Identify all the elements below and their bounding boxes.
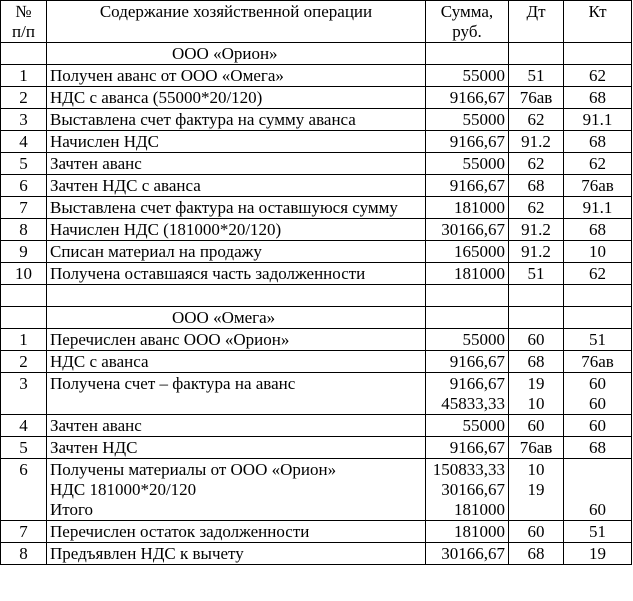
debit-cell (509, 241, 564, 263)
header-num-line: № (15, 2, 32, 21)
credit-cell-line (567, 460, 628, 480)
debit-cell-line: 51 (527, 66, 545, 85)
table-row (1, 263, 632, 285)
credit-cell-line: 91.1 (582, 110, 613, 129)
operation-content: Предъявлен НДС к вычету (47, 543, 426, 565)
operation-content: Списан материал на продажу (47, 241, 426, 263)
row-number: 2 (1, 87, 47, 109)
row-number: 3 (1, 109, 47, 131)
credit-cell (564, 87, 632, 109)
operation-content-line: Итого (50, 500, 94, 519)
row-number: 4 (1, 415, 47, 437)
credit-cell (564, 329, 632, 351)
table-row (1, 87, 632, 109)
debit-cell-line: 62 (527, 110, 545, 129)
table-row (1, 131, 632, 153)
debit-cell-line: 10 (527, 394, 545, 413)
debit-cell (509, 437, 564, 459)
amount-cell (426, 329, 509, 351)
amount-cell-line: 45833,33 (441, 394, 505, 413)
credit-cell-line: 60 (589, 416, 606, 435)
table-row (1, 109, 632, 131)
debit-cell-line: 19 (527, 374, 545, 393)
credit-cell-line: 91.1 (582, 198, 613, 217)
table-row (1, 437, 632, 459)
amount-cell-line: 9166,67 (449, 374, 505, 393)
amount-cell-line: 181000 (454, 264, 505, 283)
operation-content: Получен аванс от ООО «Омега» (47, 65, 426, 87)
credit-cell (564, 437, 632, 459)
debit-cell (509, 459, 564, 521)
amount-cell-line: 150833,33 (432, 460, 505, 479)
credit-cell-line (567, 480, 628, 500)
section-title: ООО «Орион» (47, 43, 426, 65)
credit-cell-line: 51 (589, 330, 606, 349)
amount-cell (426, 65, 509, 87)
amount-cell (426, 459, 509, 521)
empty-cell (1, 43, 47, 65)
debit-cell (509, 109, 564, 131)
amount-cell (426, 437, 509, 459)
operation-content: Выставлена счет фактура на оставшуюся сумму (47, 197, 426, 219)
credit-cell (564, 415, 632, 437)
section-title-row (1, 307, 632, 329)
row-number: 8 (1, 543, 47, 565)
amount-cell-line: 55000 (462, 110, 505, 129)
credit-cell (564, 197, 632, 219)
debit-cell-line: 68 (527, 352, 545, 371)
row-number: 10 (1, 263, 47, 285)
operation-content: НДС с аванса (47, 351, 426, 373)
credit-cell (564, 153, 632, 175)
amount-cell (426, 197, 509, 219)
credit-cell-line: 68 (589, 438, 606, 457)
amount-cell (426, 351, 509, 373)
amount-cell (426, 373, 509, 415)
credit-cell-line: 68 (589, 88, 606, 107)
table-row (1, 521, 632, 543)
table-row (1, 219, 632, 241)
debit-cell (509, 87, 564, 109)
debit-cell-line: 10 (527, 460, 545, 479)
empty-cell (509, 285, 564, 307)
row-number: 7 (1, 197, 47, 219)
credit-cell (564, 521, 632, 543)
amount-cell-line: 30166,67 (441, 220, 505, 239)
table-row (1, 65, 632, 87)
debit-cell (509, 65, 564, 87)
debit-cell-line: 91.2 (521, 220, 551, 239)
debit-cell (509, 263, 564, 285)
credit-cell-line: 60 (589, 500, 606, 519)
table-row (1, 241, 632, 263)
credit-cell (564, 373, 632, 415)
header-dt: Дт (509, 1, 564, 43)
amount-cell-line: 55000 (462, 66, 505, 85)
debit-cell-line: 91.2 (521, 242, 551, 261)
debit-cell-line: 60 (527, 330, 545, 349)
debit-cell (509, 415, 564, 437)
debit-cell (509, 329, 564, 351)
amount-cell-line: 30166,67 (441, 544, 505, 563)
empty-cell (426, 285, 509, 307)
credit-cell-line: 19 (589, 544, 606, 563)
operation-content: Зачтен аванс (47, 415, 426, 437)
debit-cell-line: 19 (527, 480, 545, 499)
credit-cell-line: 60 (589, 374, 606, 393)
operation-content: Начислен НДС (47, 131, 426, 153)
table-row (1, 459, 632, 521)
empty-cell (47, 285, 426, 307)
debit-cell-line: 68 (527, 176, 545, 195)
amount-cell-line: 9166,67 (449, 88, 505, 107)
credit-cell-line: 76ав (581, 176, 614, 195)
amount-cell (426, 521, 509, 543)
amount-cell-line: 9166,67 (449, 176, 505, 195)
amount-cell-line: 9166,67 (449, 438, 505, 457)
row-number: 5 (1, 153, 47, 175)
debit-cell-line: 76ав (519, 438, 553, 457)
amount-cell-line: 181000 (454, 500, 505, 519)
credit-cell (564, 109, 632, 131)
operation-content: Зачтен аванс (47, 153, 426, 175)
debit-cell-line: 68 (527, 544, 545, 563)
empty-cell (426, 307, 509, 329)
debit-cell (509, 373, 564, 415)
empty-cell (509, 43, 564, 65)
credit-cell-line: 68 (589, 132, 606, 151)
debit-cell-line: 60 (527, 522, 545, 541)
amount-cell (426, 241, 509, 263)
debit-cell-line: 51 (527, 264, 545, 283)
table-row (1, 351, 632, 373)
operation-content-line: НДС 181000*20/120 (50, 480, 197, 499)
row-number: 8 (1, 219, 47, 241)
debit-cell (509, 351, 564, 373)
row-number: 4 (1, 131, 47, 153)
empty-cell (1, 285, 47, 307)
header-kt: Кт (564, 1, 632, 43)
amount-cell-line: 55000 (462, 416, 505, 435)
credit-cell-line: 10 (589, 242, 606, 261)
table-row (1, 415, 632, 437)
amount-cell (426, 219, 509, 241)
row-number: 9 (1, 241, 47, 263)
header-amount-line: Сумма, (440, 2, 494, 21)
operation-content: Перечислен аванс ООО «Орион» (47, 329, 426, 351)
credit-cell (564, 131, 632, 153)
debit-cell-line: 62 (527, 198, 545, 217)
amount-cell (426, 153, 509, 175)
operation-content: Зачтен НДС с аванса (47, 175, 426, 197)
credit-cell-line: 62 (589, 66, 606, 85)
amount-cell (426, 131, 509, 153)
empty-cell (509, 307, 564, 329)
table-row (1, 329, 632, 351)
credit-cell-line: 62 (589, 264, 606, 283)
table-body (1, 43, 632, 565)
table-row (1, 543, 632, 565)
empty-cell (564, 285, 632, 307)
amount-cell-line: 9166,67 (449, 352, 505, 371)
credit-cell-line: 68 (589, 220, 606, 239)
amount-cell-line: 181000 (454, 522, 505, 541)
operation-content: НДС с аванса (55000*20/120) (47, 87, 426, 109)
credit-cell (564, 263, 632, 285)
amount-cell (426, 87, 509, 109)
table-row (1, 153, 632, 175)
table-row (1, 373, 632, 415)
credit-cell-line: 51 (589, 522, 606, 541)
debit-cell (509, 219, 564, 241)
operation-content: Зачтен НДС (47, 437, 426, 459)
operation-content: Выставлена счет фактура на сумму аванса (47, 109, 426, 131)
row-number: 6 (1, 459, 47, 521)
credit-cell (564, 351, 632, 373)
table-row (1, 175, 632, 197)
credit-cell-line: 76ав (581, 352, 614, 371)
credit-cell (564, 65, 632, 87)
empty-cell (1, 307, 47, 329)
operation-content: Получена оставшаяся часть задолженности (47, 263, 426, 285)
amount-cell-line: 55000 (462, 330, 505, 349)
row-number: 1 (1, 65, 47, 87)
empty-cell (426, 43, 509, 65)
debit-cell (509, 153, 564, 175)
amount-cell (426, 415, 509, 437)
operation-content: Перечислен остаток задолженности (47, 521, 426, 543)
table-row (1, 197, 632, 219)
debit-cell (509, 175, 564, 197)
debit-cell (509, 197, 564, 219)
operation-content: Начислен НДС (181000*20/120) (47, 219, 426, 241)
credit-cell (564, 219, 632, 241)
credit-cell (564, 459, 632, 521)
row-number: 6 (1, 175, 47, 197)
spacer-row (1, 285, 632, 307)
amount-cell-line: 30166,67 (441, 480, 505, 499)
row-number: 1 (1, 329, 47, 351)
credit-cell-line: 60 (589, 394, 606, 413)
operation-content-line: Получены материалы от ООО «Орион» (50, 460, 337, 479)
debit-cell-line: 60 (527, 416, 545, 435)
row-number: 7 (1, 521, 47, 543)
debit-cell-line: 76ав (519, 88, 553, 107)
amount-cell-line: 9166,67 (449, 132, 505, 151)
amount-cell-line: 55000 (462, 154, 505, 173)
empty-cell (564, 43, 632, 65)
row-number: 3 (1, 373, 47, 415)
credit-cell (564, 543, 632, 565)
debit-cell-line: 62 (527, 154, 545, 173)
debit-cell (509, 131, 564, 153)
operation-content (47, 459, 426, 521)
credit-cell-line: 62 (589, 154, 606, 173)
header-row (1, 1, 632, 43)
amount-cell (426, 109, 509, 131)
header-num (1, 1, 47, 43)
amount-cell (426, 543, 509, 565)
header-amount-line: руб. (452, 22, 482, 41)
credit-cell (564, 241, 632, 263)
debit-cell (509, 521, 564, 543)
amount-cell-line: 181000 (454, 198, 505, 217)
header-amount (426, 1, 509, 43)
amount-cell-line: 165000 (454, 242, 505, 261)
operation-content: Получена счет – фактура на аванс (47, 373, 426, 415)
amount-cell (426, 175, 509, 197)
empty-cell (564, 307, 632, 329)
credit-cell (564, 175, 632, 197)
header-content: Содержание хозяйственной операции (47, 1, 426, 43)
debit-cell-line: 91.2 (521, 132, 551, 151)
section-title-row (1, 43, 632, 65)
debit-cell (509, 543, 564, 565)
section-title: ООО «Омега» (47, 307, 426, 329)
debit-cell-line (512, 500, 560, 520)
amount-cell (426, 263, 509, 285)
row-number: 5 (1, 437, 47, 459)
row-number: 2 (1, 351, 47, 373)
header-num-line: п/п (12, 22, 35, 41)
